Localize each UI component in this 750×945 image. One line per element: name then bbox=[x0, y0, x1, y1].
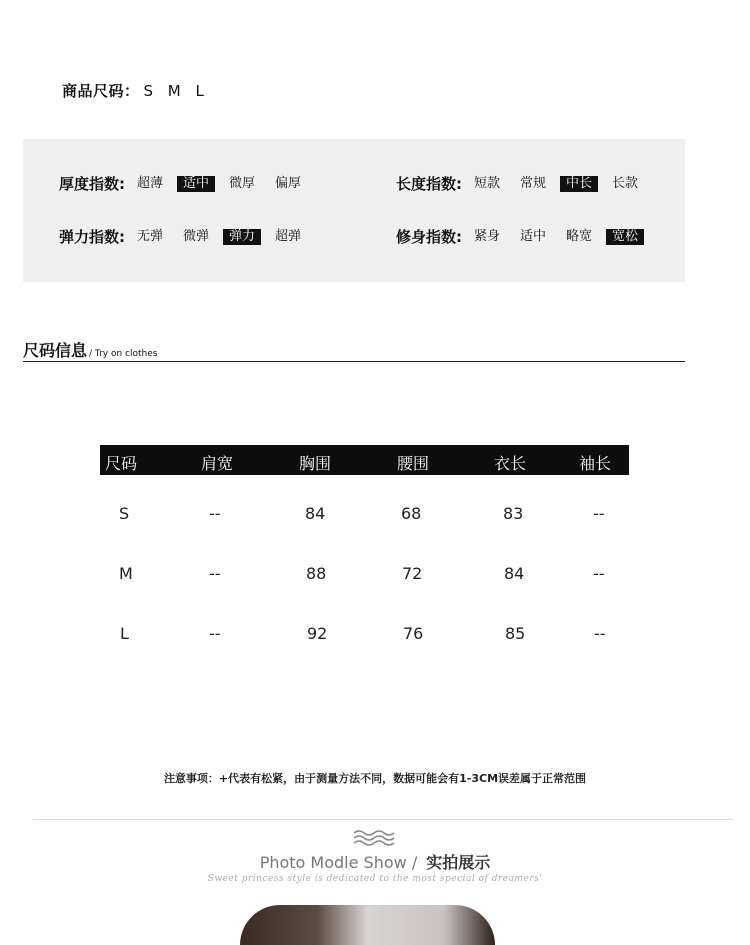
cell-shoulder: -- bbox=[209, 564, 221, 583]
header-waist: 腰围 bbox=[397, 454, 430, 473]
header-sleeve: 袖长 bbox=[579, 454, 612, 473]
attr-elasticity-opt-1: 微弹 bbox=[183, 228, 210, 244]
photo-show-title-cn: 实拍展示 bbox=[426, 853, 491, 872]
cell-length: 83 bbox=[503, 504, 524, 523]
size-table bbox=[100, 445, 629, 643]
product-sizes-line bbox=[62, 80, 209, 101]
size-info-heading bbox=[23, 338, 157, 361]
cell-chest: 92 bbox=[307, 624, 328, 643]
photo-show-separator: / bbox=[411, 853, 418, 872]
photo-show-divider bbox=[33, 819, 733, 820]
cell-sleeve: -- bbox=[593, 564, 605, 583]
header-size: 尺码 bbox=[105, 454, 138, 473]
attr-thickness-opt-2: 微厚 bbox=[229, 175, 256, 191]
attr-length-opt-3: 长款 bbox=[612, 175, 639, 191]
photo-show-tagline: Sweet princess style is dedicated to the most special of dreamers' bbox=[207, 874, 543, 884]
cell-waist: 76 bbox=[403, 624, 424, 643]
photo-show-title-en: Photo Modle Show bbox=[259, 853, 407, 872]
cell-chest: 84 bbox=[305, 504, 326, 523]
size-table-header bbox=[100, 445, 629, 475]
attr-length-label: 长度指数: bbox=[396, 175, 462, 193]
attr-thickness bbox=[59, 173, 315, 194]
attr-elasticity bbox=[59, 226, 315, 247]
attr-fit-opt-0: 紧身 bbox=[474, 228, 501, 244]
attr-fit-label: 修身指数: bbox=[396, 228, 462, 246]
cell-chest: 88 bbox=[306, 564, 327, 583]
attr-length bbox=[396, 173, 652, 194]
header-length: 衣长 bbox=[494, 454, 527, 473]
attr-thickness-opt-0: 超薄 bbox=[137, 175, 164, 191]
cell-size: L bbox=[120, 624, 129, 643]
attr-fit-opt-3: 宽松 bbox=[606, 229, 644, 245]
attr-fit-opt-1: 适中 bbox=[520, 228, 547, 244]
wave-icon bbox=[352, 829, 398, 851]
cell-shoulder: -- bbox=[209, 504, 221, 523]
attr-elasticity-opt-0: 无弹 bbox=[137, 228, 164, 244]
model-photo bbox=[240, 905, 495, 945]
attr-length-opt-2: 中长 bbox=[560, 176, 598, 192]
measurement-notice: 注意事项：+代表有松紧，由于测量方法不同，数据可能会有1-3CM误差属于正常范围 bbox=[163, 772, 587, 785]
attr-elasticity-opt-2: 弹力 bbox=[223, 229, 261, 245]
attr-length-opt-1: 常规 bbox=[520, 175, 547, 191]
product-sizes-label: 商品尺码： bbox=[62, 82, 140, 100]
cell-shoulder: -- bbox=[209, 624, 221, 643]
header-shoulder: 肩宽 bbox=[201, 454, 234, 473]
attr-thickness-opt-1: 适中 bbox=[177, 176, 215, 192]
attr-thickness-label: 厚度指数: bbox=[59, 175, 125, 193]
cell-waist: 72 bbox=[402, 564, 423, 583]
cell-sleeve: -- bbox=[594, 624, 606, 643]
cell-sleeve: -- bbox=[593, 504, 605, 523]
size-info-divider bbox=[23, 361, 685, 362]
photo-show-title bbox=[0, 850, 750, 873]
cell-length: 84 bbox=[504, 564, 525, 583]
size-info-subtitle: / Try on clothes bbox=[89, 349, 158, 359]
cell-size: S bbox=[119, 504, 130, 523]
attr-length-opt-0: 短款 bbox=[474, 175, 501, 191]
attr-elasticity-opt-3: 超弹 bbox=[275, 228, 302, 244]
product-sizes-value: S M L bbox=[143, 82, 209, 100]
cell-waist: 68 bbox=[401, 504, 422, 523]
attr-elasticity-label: 弹力指数: bbox=[59, 228, 125, 246]
cell-length: 85 bbox=[505, 624, 526, 643]
attr-fit-opt-2: 略宽 bbox=[566, 228, 593, 244]
header-chest: 胸围 bbox=[299, 454, 332, 473]
attribute-panel bbox=[23, 139, 685, 282]
attr-fit bbox=[396, 226, 652, 247]
cell-size: M bbox=[119, 564, 133, 583]
size-info-title: 尺码信息 bbox=[23, 341, 88, 360]
attr-thickness-opt-3: 偏厚 bbox=[275, 175, 302, 191]
